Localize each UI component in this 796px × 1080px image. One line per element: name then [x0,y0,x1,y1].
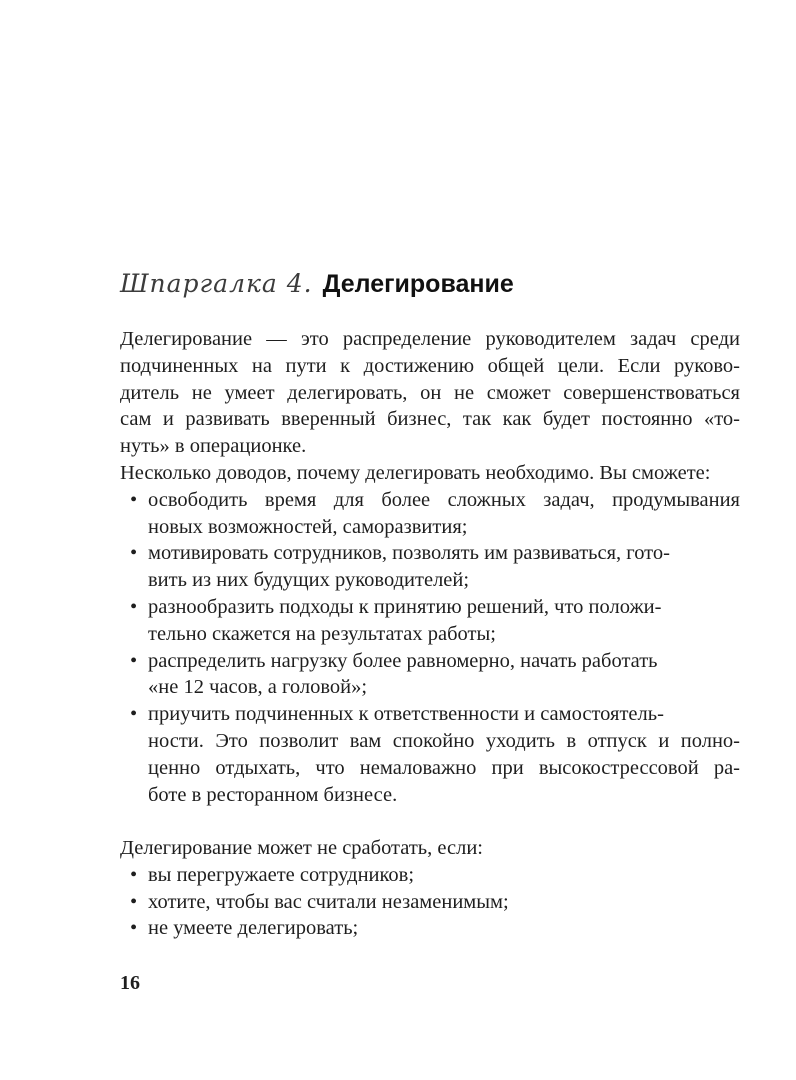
page-number: 16 [120,972,140,994]
reasons-list [120,487,740,809]
list-item [120,594,740,648]
bullet-icon: • [130,703,138,726]
section-heading [120,262,740,310]
bullet-icon: • [130,595,138,618]
list-item [120,915,740,942]
bullet-icon: • [130,542,138,565]
bullet-icon: • [130,488,138,511]
bullet-icon: • [130,890,138,913]
intro-line: нуть» в операционке. [120,435,307,458]
list-item-text: освободить время для более сложных задач, продумывания [148,488,740,511]
intro-line: дитель не умеет делегировать, он не сможет совершенствоваться [120,381,740,404]
bullet-icon: • [130,863,138,886]
list-item-text: мотивировать сотрудников, позволять им развиваться, гото- [148,542,670,565]
intro-line: сам и развивать вверенный бизнес, так как будет постоянно «то- [120,408,740,431]
bullet-icon: • [130,649,138,672]
list-item-text: распределить нагрузку более равномерно, начать работать [148,649,658,672]
list-item-text: тельно скажется на результатах работы; [148,622,496,645]
list-item-text: ности. Это позволит вам спокойно уходить в отпуск и полно- [148,729,740,752]
main-text-block [120,326,740,808]
failure-list [120,862,740,942]
list-item-text: новых возможностей, саморазвития; [148,515,468,538]
list-item [120,648,740,702]
list-item-text: боте в ресторанном бизнесе. [148,783,398,806]
list-item [120,889,740,916]
section-title: Делегирование [322,270,514,298]
list-item-text: разнообразить подходы к принятию решений, что положи- [148,595,662,618]
failure-lead: Делегирование может не сработать, если: [120,837,483,859]
list-item-text: ценно отдыхать, что немаловажно при высокострессовой ра- [148,756,740,779]
list-item [120,487,740,541]
list-item-text: вы перегружаете сотрудников; [148,863,415,886]
list-item [120,862,740,889]
list-item-text: не умеете делегировать; [148,917,359,940]
list-item-text: хотите, чтобы вас считали незаменимым; [148,890,509,913]
reasons-lead: Несколько доводов, почему делегировать необходимо. Вы сможете: [120,461,711,484]
list-item-text: вить из них будущих руководителей; [148,569,470,592]
failure-text-block [120,835,740,942]
list-item [120,540,740,594]
bullet-icon: • [130,917,138,940]
intro-line: подчиненных на пути к достижению общей цели. Если руково- [120,354,740,377]
intro-line: Делегирование — это распределение руководителем задач среди [120,328,740,350]
list-item [120,701,740,808]
list-item-text: «не 12 часов, а головой»; [148,676,368,699]
cheatsheet-label: Шпаргалка 4. [120,269,313,298]
list-item-text: приучить подчиненных к ответственности и самостоятель- [148,703,664,726]
